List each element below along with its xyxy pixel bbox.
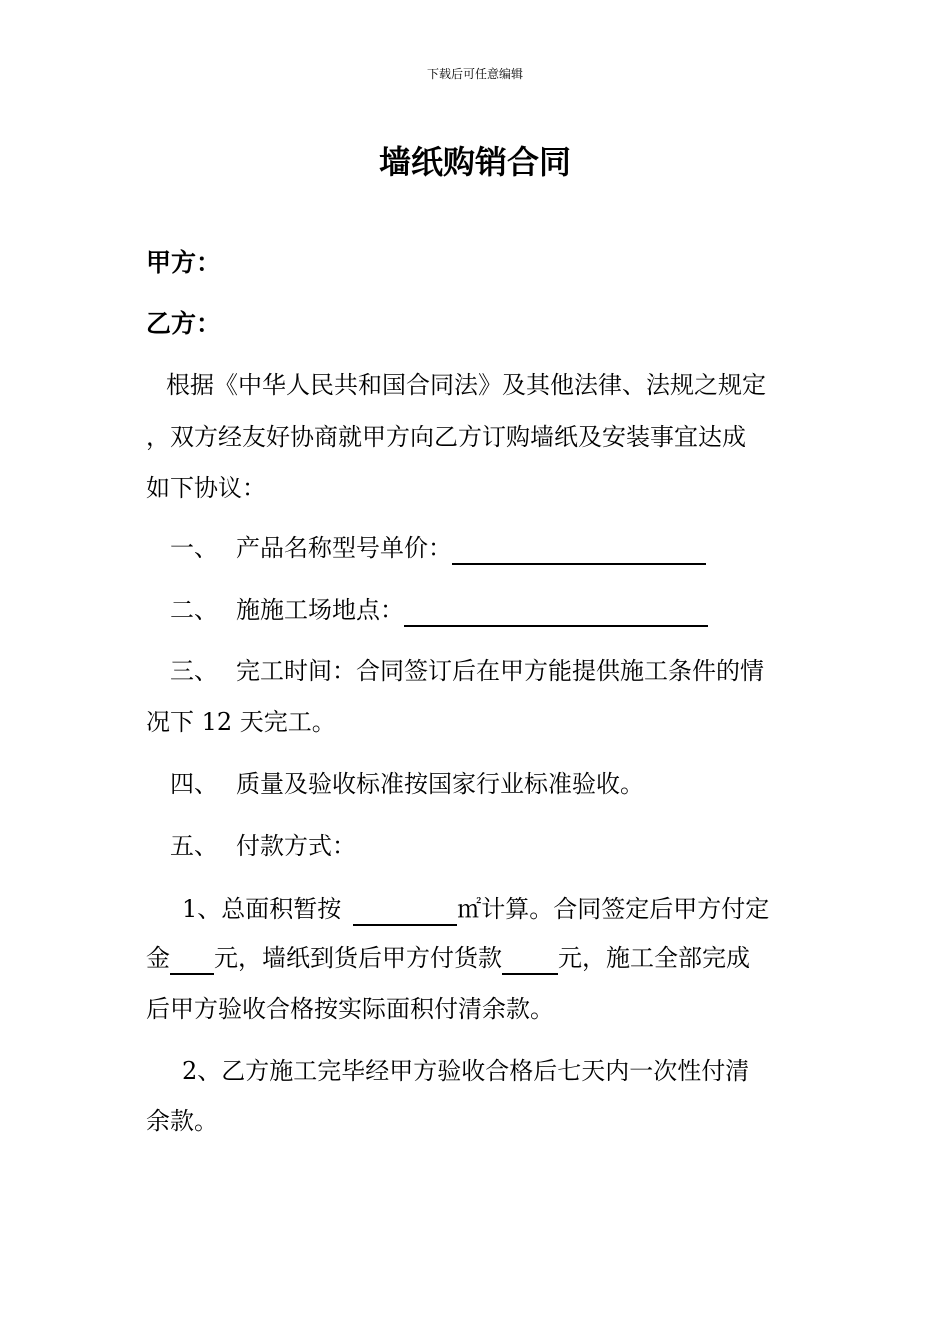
clause-2-text: 施施工场地点： <box>236 596 404 624</box>
product-blank <box>452 537 706 565</box>
payment-1-line-3: 后甲方验收合格按实际面积付清余款。 <box>146 995 554 1023</box>
clause-2-number: 二、 <box>170 596 218 624</box>
intro-line-3: 如下协议： <box>146 474 266 502</box>
payment-1-line-1: 1、总面积暂按 ㎡计算。合同签定后甲方付定 <box>182 892 769 926</box>
clause-3-number: 三、 <box>170 657 218 685</box>
deposit-blank <box>170 947 214 975</box>
clause-5 <box>170 829 356 863</box>
clause-3-line-2: 况下 12 天完工。 <box>146 708 336 736</box>
clause-1 <box>170 531 706 565</box>
site-blank <box>404 599 708 627</box>
clause-3 <box>170 654 764 688</box>
clause-3-text: 完工时间：合同签订后在甲方能提供施工条件的情 <box>236 657 764 685</box>
clause-1-number: 一、 <box>170 534 218 562</box>
clause-5-text: 付款方式： <box>236 832 356 860</box>
party-b-label: 乙方： <box>146 309 222 338</box>
intro-line-2: ，双方经友好协商就甲方向乙方订购墙纸及安装事宜达成 <box>146 423 746 451</box>
header-note: 下载后可任意编辑 <box>426 67 523 81</box>
clause-4 <box>170 767 644 801</box>
intro-line-1: 根据《中华人民共和国合同法》及其他法律、法规之规定 <box>166 371 766 399</box>
goods-payment-blank <box>502 947 558 975</box>
party-a-label: 甲方： <box>146 248 222 277</box>
document-title: 墙纸购销合同 <box>378 143 571 181</box>
clause-4-text: 质量及验收标准按国家行业标准验收。 <box>236 770 644 798</box>
clause-2 <box>170 593 708 627</box>
payment-1-line-2: 金 元，墙纸到货后甲方付货款 元，施工全部完成 <box>146 941 750 975</box>
clause-1-text: 产品名称型号单价： <box>236 534 452 562</box>
area-blank <box>353 898 457 926</box>
payment-2-line-2: 余款。 <box>146 1107 218 1135</box>
payment-2-line-1: 2、乙方施工完毕经甲方验收合格后七天内一次性付清 <box>182 1057 750 1085</box>
clause-4-number: 四、 <box>170 770 218 798</box>
clause-5-number: 五、 <box>170 832 218 860</box>
